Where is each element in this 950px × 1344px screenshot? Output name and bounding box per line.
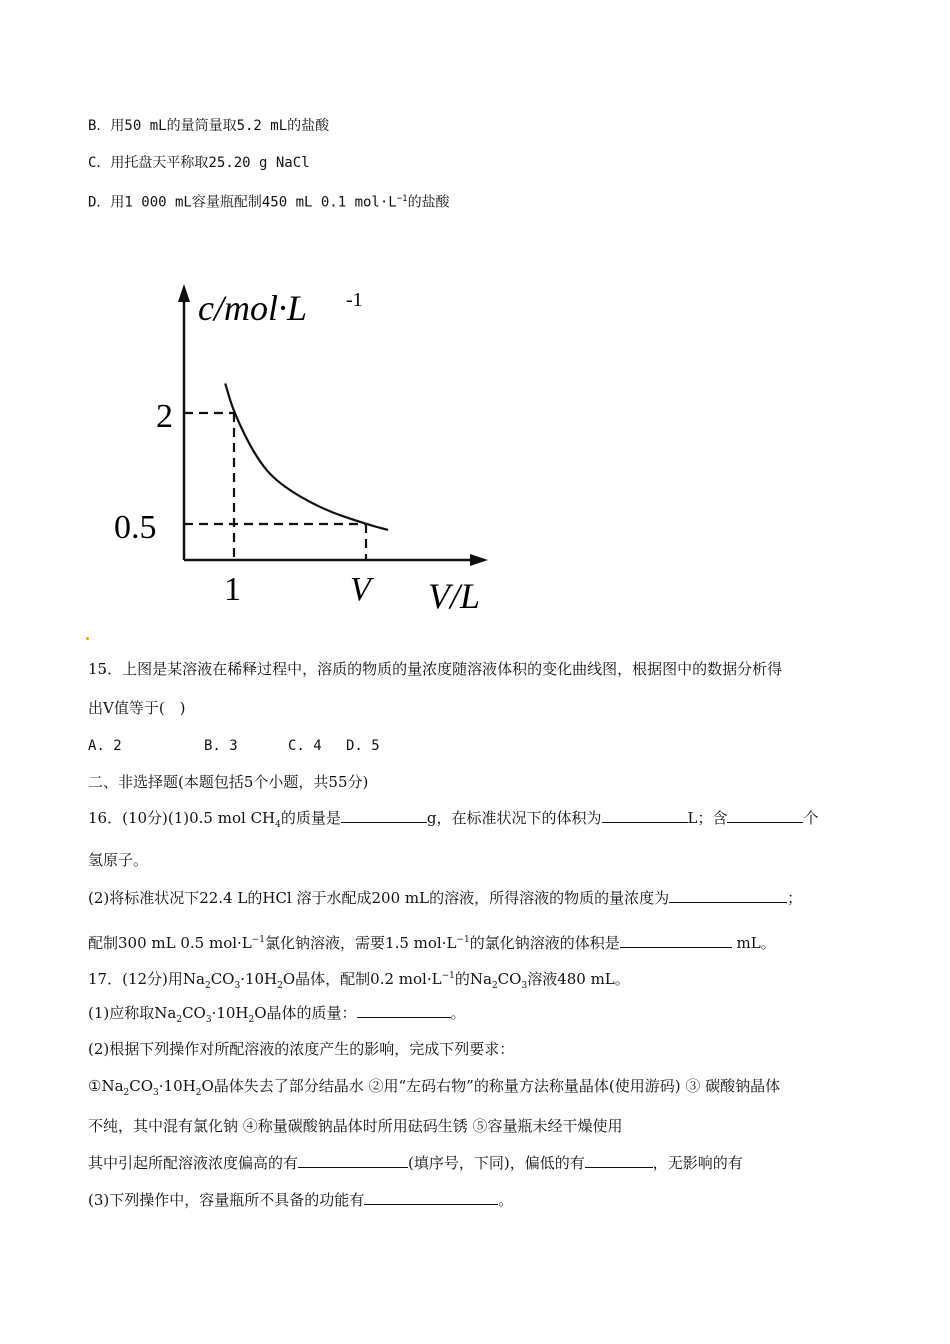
q17-text: ，无影响的有	[652, 1154, 743, 1172]
q17-text: ·10H	[240, 970, 278, 988]
q17-sub: 3	[521, 981, 528, 991]
q16-part3	[88, 930, 776, 953]
q17-text: 的Na	[454, 970, 492, 988]
q15-line1: 15．上图是某溶液在稀释过程中，溶质的物质的量浓度随溶液体积的变化曲线图，根据图中的数据分析得	[88, 660, 783, 678]
q16-sup: −1	[456, 935, 470, 945]
q16-sub: 4	[275, 820, 281, 830]
q16-text: 的氯化钠溶液的体积是	[469, 934, 620, 952]
q17-part2-ask	[88, 1153, 743, 1173]
q17-sub: 2	[277, 981, 283, 991]
q17-sub: 2	[176, 1015, 183, 1025]
q16-sup: −1	[251, 935, 266, 945]
choice-a: A. 2	[88, 738, 122, 754]
q16-text: 的质量是	[280, 809, 341, 827]
q17-text: 溶液480 mL。	[527, 970, 630, 988]
y-axis-label-sup: -1	[346, 289, 363, 311]
q16-text: 配制300 mL 0.5 mol·L	[88, 934, 252, 952]
q17-text: CO	[129, 1077, 154, 1095]
answer-blank-function[interactable]	[364, 1190, 498, 1205]
answer-blank-nacl-volume[interactable]	[620, 933, 732, 948]
q16-text: L；含	[687, 809, 728, 827]
q16-text: (2)将标准状况下22.4 L的HCl 溶于水配成200 mL的溶液，所得溶液的物质的量浓度为	[88, 889, 670, 907]
answer-blank-hydrogen[interactable]	[727, 808, 803, 823]
q17-sub: 2	[195, 1088, 202, 1098]
option-d-prefix: D．用1 000 mL容量瓶配制450 mL 0.1 mol·L	[88, 194, 397, 211]
q17-text: O晶体的质量：	[254, 1004, 357, 1022]
q17-part3	[88, 1190, 513, 1210]
q17-sub: 2	[491, 981, 498, 991]
q17-text: CO	[182, 1004, 206, 1022]
q17-sub: 3	[234, 981, 241, 991]
q15-line2: 出V值等于( )	[88, 699, 186, 717]
q17-text: 。	[498, 1191, 514, 1209]
q17-part1	[88, 1003, 466, 1030]
q17-text: (填序号，下同)，偏低的有	[408, 1154, 585, 1172]
answer-blank-crystal-mass[interactable]	[357, 1003, 451, 1018]
q17-sub: 2	[204, 981, 211, 991]
choice-c: C. 4	[288, 738, 322, 754]
y-axis-label: c/mol·L	[198, 288, 308, 328]
q16-part1	[88, 808, 818, 835]
stray-mark	[86, 637, 89, 640]
q16-text: g，在标准状况下的体积为	[426, 809, 602, 827]
q17-text: ·10H	[211, 1004, 249, 1022]
q17-sub: 2	[123, 1088, 130, 1098]
q17-header	[88, 966, 630, 996]
q16-text: mL。	[731, 934, 776, 952]
option-b: B．用50 mL的量筒量取5.2 mL的盐酸	[88, 118, 330, 134]
option-d-sup: −1	[396, 194, 408, 204]
answer-blank-low[interactable]	[585, 1153, 653, 1168]
x-tick-1: 1	[224, 571, 241, 608]
q17-text: CO	[210, 970, 235, 988]
answer-blank-high[interactable]	[298, 1153, 408, 1168]
y-tick-2: 2	[156, 398, 173, 435]
q16-text: 氯化钠溶液，需要1.5 mol·L	[265, 934, 457, 952]
q16-part1-line2: 氢原子。	[88, 851, 149, 869]
q17-part2: (2)根据下列操作对所配溶液的浓度产生的影响，完成下列要求：	[88, 1040, 515, 1058]
q17-sub: 3	[153, 1088, 159, 1098]
q17-text: (3)下列操作中，容量瓶所不具备的功能有	[88, 1191, 365, 1209]
x-tick-v: V	[350, 571, 371, 608]
q15-choices	[88, 736, 380, 756]
q17-sub: 3	[205, 1015, 212, 1025]
x-axis-arrow	[470, 554, 488, 566]
q17-text: 。	[450, 1004, 466, 1022]
option-d	[88, 189, 450, 213]
x-axis-label: V/L	[428, 576, 481, 616]
q17-text: 其中引起所配溶液浓度偏高的有	[88, 1154, 299, 1172]
q17-text: 17．(12分)用Na	[88, 970, 205, 988]
section-heading: 二、非选择题(本题包括5个小题，共55分)	[88, 773, 369, 791]
answer-blank-volume[interactable]	[602, 808, 688, 823]
q16-text: 个	[803, 809, 819, 827]
concentration-curve	[225, 383, 388, 530]
q17-text: O晶体，配制0.2 mol·L	[282, 970, 442, 988]
choice-b: B. 3	[204, 738, 238, 754]
q17-text: ①Na	[88, 1077, 124, 1095]
q17-text: O晶体失去了部分结晶水 ②用“左码右物”的称量方法称量晶体(使用游码) ③ 碳酸钠晶体	[201, 1077, 781, 1095]
q17-text: (1)应称取Na	[88, 1004, 177, 1022]
y-tick-05: 0.5	[114, 509, 157, 546]
q17-part2-items	[88, 1076, 780, 1103]
q16-part2	[88, 888, 802, 908]
answer-blank-concentration[interactable]	[669, 888, 787, 903]
q17-part2-items-line2: 不纯，其中混有氯化钠 ④称量碳酸钠晶体时所用砝码生锈 ⑤容量瓶未经干燥使用	[88, 1117, 623, 1135]
answer-blank-mass[interactable]	[341, 808, 427, 823]
choice-d: D. 5	[346, 738, 380, 754]
y-axis-arrow	[178, 284, 190, 302]
dilution-graph	[100, 278, 500, 618]
q17-sub: 2	[248, 1015, 255, 1025]
q17-text: CO	[497, 970, 522, 988]
q17-sup: −1	[441, 971, 455, 981]
option-d-suffix: 的盐酸	[407, 194, 450, 211]
q16-text: 16．(10分)(1)0.5 mol CH	[88, 809, 276, 827]
option-c: C．用托盘天平称取25.20 g NaCl	[88, 155, 310, 171]
q16-text: ；	[787, 889, 803, 907]
q17-text: ·10H	[158, 1077, 196, 1095]
